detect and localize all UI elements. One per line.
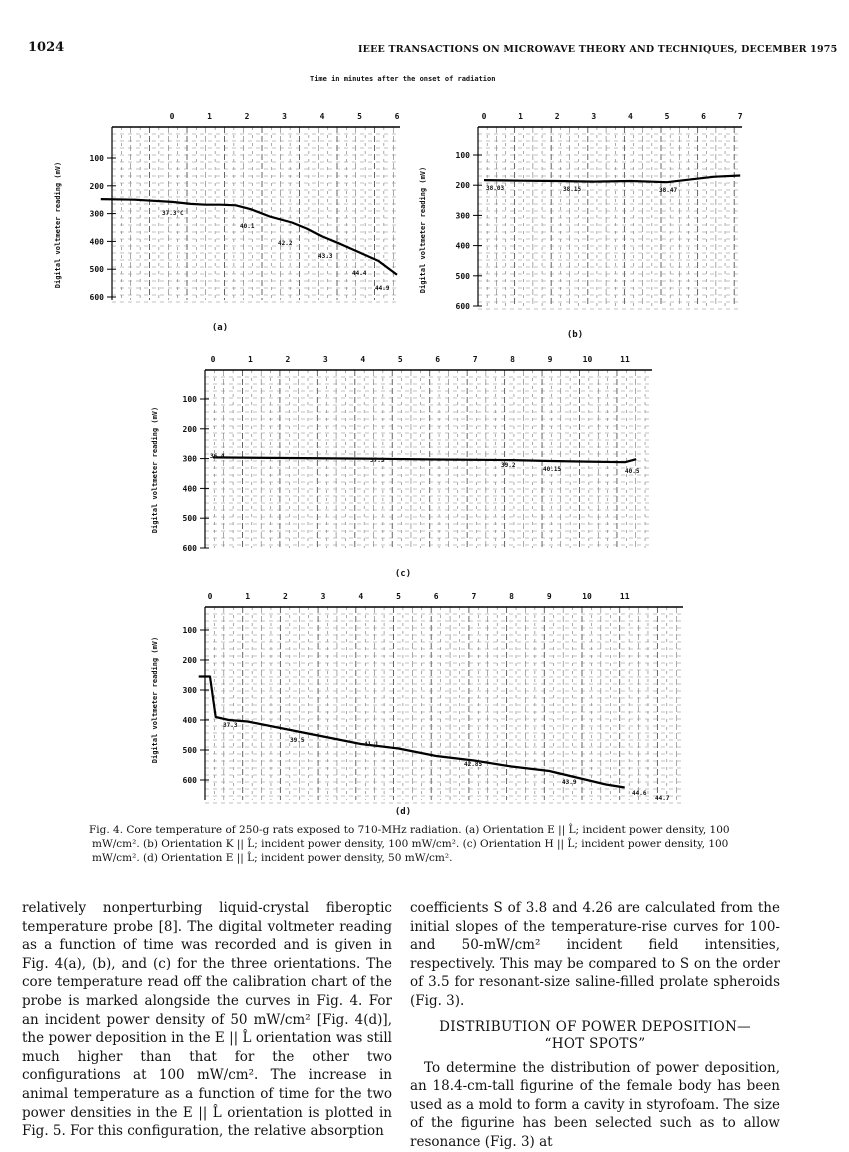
y-tick-label: 400 xyxy=(182,484,197,494)
x-tick-label: 2 xyxy=(554,112,560,121)
y-tick-label: 600 xyxy=(182,544,197,553)
x-tick-label: 6 xyxy=(394,112,400,121)
y-tick-label: 100 xyxy=(455,151,470,160)
temperature-annotation: 39.5 xyxy=(290,737,305,744)
panel-label: (c) xyxy=(394,569,412,579)
x-tick-label: 0 xyxy=(210,355,216,364)
y-tick-label: 200 xyxy=(455,181,470,191)
x-tick-label: 3 xyxy=(591,112,597,121)
temperature-annotation: 38.03 xyxy=(486,185,505,192)
y-tick-label: 200 xyxy=(182,656,197,665)
x-tick-label: 1 xyxy=(207,112,212,121)
chart-panel-2 xyxy=(419,112,743,340)
y-tick-label: 500 xyxy=(455,271,470,281)
chart-grid xyxy=(478,127,742,309)
y-tick-label: 600 xyxy=(455,302,470,311)
y-tick-label: 100 xyxy=(182,626,197,635)
y-tick-label: 400 xyxy=(182,716,197,725)
data-series-line xyxy=(199,677,625,788)
chart-panel-3 xyxy=(151,355,652,579)
running-head: IEEE TRANSACTIONS ON MICROWAVE THEORY AND TECHNIQUES, DECEMBER 1975 xyxy=(358,44,838,55)
y-tick-label: 100 xyxy=(182,395,197,404)
temperature-annotation: 37.3°C xyxy=(162,210,184,217)
x-tick-label: 11 xyxy=(620,355,630,364)
y-tick-label: 600 xyxy=(182,776,197,785)
data-series-line xyxy=(213,457,636,462)
x-tick-label: 0 xyxy=(169,112,175,121)
temperature-annotation: 42.2 xyxy=(278,240,293,247)
temperature-annotation: 37.3 xyxy=(370,457,385,464)
panel-label: (b) xyxy=(566,330,584,340)
section-heading-line-1: DISTRIBUTION OF POWER DEPOSITION— xyxy=(439,1018,751,1035)
y-tick-label: 500 xyxy=(182,746,197,755)
temperature-annotation: 44.4 xyxy=(352,270,367,277)
right-column xyxy=(410,899,780,1152)
temperature-annotation: 40.15 xyxy=(543,466,562,473)
y-tick-label: 300 xyxy=(455,211,470,221)
x-tick-label: 3 xyxy=(320,592,326,601)
x-tick-label: 4 xyxy=(319,112,325,121)
x-tick-label: 8 xyxy=(509,592,515,601)
x-tick-label: 1 xyxy=(518,112,524,121)
x-tick-label: 4 xyxy=(358,592,364,601)
figure-caption: Fig. 4. Core temperature of 250-g rats exposed to 710-MHz radiation. (a) Orientation E || L̂; incident power density, 100 mW/cm². (b) Orientation K || L̂; incident power density, 100 mW/cm². (c) Orientation H || L̂; incident power density, 100 mW/cm². (d) Orientation E || L̂; incident power density, 50 mW/cm². xyxy=(89,824,730,864)
temperature-annotation: 36.4 xyxy=(210,453,225,460)
x-tick-label: 11 xyxy=(619,592,630,601)
x-tick-label: 5 xyxy=(396,592,401,601)
y-tick-label: 300 xyxy=(89,209,104,219)
temperature-annotation: 42.85 xyxy=(464,761,483,768)
y-tick-label: 400 xyxy=(89,237,104,247)
y-tick-label: 300 xyxy=(182,686,197,695)
x-tick-label: 7 xyxy=(737,112,743,121)
right-column-paragraph-1: coefficients S of 3.8 and 4.26 are calculated from the initial slopes of the temperature-rise curves for 100- and 50-mW/cm² incident field intensities, respectively. This may be compared to S on the order of 3.5 for resonant-size saline-filled prolate spheroids (Fig. 3). xyxy=(410,900,780,1009)
x-tick-label: 2 xyxy=(282,592,288,601)
y-axis-label: Digital voltmeter reading (mV) xyxy=(151,636,159,764)
x-tick-label: 5 xyxy=(397,355,403,364)
x-tick-label: 2 xyxy=(244,112,250,121)
panel-label: (a) xyxy=(211,323,229,333)
y-tick-label: 400 xyxy=(455,241,470,251)
x-tick-label: 10 xyxy=(582,592,592,601)
temperature-annotation: 38.15 xyxy=(563,186,582,193)
x-tick-label: 4 xyxy=(627,112,633,121)
y-tick-label: 600 xyxy=(89,293,104,302)
y-tick-label: 200 xyxy=(89,181,104,191)
x-tick-label: 2 xyxy=(285,355,291,364)
y-tick-label: 200 xyxy=(182,424,197,434)
y-tick-label: 100 xyxy=(89,154,104,163)
chart-grid xyxy=(205,607,683,803)
page-number: 1024 xyxy=(28,40,65,55)
chart-panel-1 xyxy=(54,112,400,333)
temperature-annotation: 44.9 xyxy=(375,285,390,292)
x-tick-label: 8 xyxy=(510,355,516,364)
y-axis-label: Digital voltmeter reading (mV) xyxy=(419,166,427,294)
temperature-annotation: 39.2 xyxy=(501,462,516,469)
y-axis-label: Digital voltmeter reading (mV) xyxy=(54,161,62,289)
temperature-annotation: 44.7 xyxy=(655,795,670,802)
x-tick-label: 7 xyxy=(472,355,478,364)
section-heading-line-2: “HOT SPOTS” xyxy=(544,1035,646,1052)
y-tick-label: 300 xyxy=(182,454,197,464)
x-tick-label: 0 xyxy=(207,592,213,601)
chart-panel-4 xyxy=(151,592,683,817)
temperature-annotation: 40.5 xyxy=(625,468,640,475)
left-column-text: relatively nonperturbing liquid-crystal fiberoptic temperature probe [8]. The digital voltmeter reading as a function of time was recorded and is given in Fig. 4(a), (b), and (c) for the three orientations. The core temperature read off the calibration chart of the probe is marked alongside the curves in Fig. 4. For an incident power density of 50 mW/cm² [Fig. 4(d)], the power deposition in the E || L̂ orientation was still much higher than that for the other two configurations at 100 mW/cm². The increase in animal temperature as a function of time for the two power densities in the E || L̂ orientation is plotted in Fig. 5. For this configuration, the relative absorption xyxy=(22,900,392,1140)
right-column-paragraph-2: To determine the distribution of power deposition, an 18.4-cm-tall figurine of the female body has been used as a mold to form a cavity in styrofoam. The size of the figurine has been selected such as to allow resonance (Fig. 3) at xyxy=(410,1059,780,1150)
y-tick-label: 500 xyxy=(182,514,197,524)
x-tick-label: 10 xyxy=(582,355,593,364)
x-tick-label: 7 xyxy=(471,592,477,601)
data-series-line xyxy=(101,199,397,275)
x-tick-label: 9 xyxy=(546,592,552,601)
x-tick-label: 6 xyxy=(701,112,707,121)
x-tick-label: 3 xyxy=(282,112,287,121)
temperature-annotation: 43.9 xyxy=(562,779,577,786)
x-tick-label: 9 xyxy=(547,355,553,364)
x-tick-label: 5 xyxy=(357,112,362,121)
data-series-line xyxy=(484,176,740,183)
y-tick-label: 500 xyxy=(89,265,104,275)
temperature-annotation: 41.1 xyxy=(364,741,379,748)
figure-top-title: Time in minutes after the onset of radiation xyxy=(310,75,496,83)
temperature-annotation: 38.47 xyxy=(659,187,678,194)
temperature-annotation: 37.3 xyxy=(223,722,238,729)
x-tick-label: 0 xyxy=(481,112,487,121)
x-tick-label: 5 xyxy=(664,112,670,121)
temperature-annotation: 44.6 xyxy=(632,790,647,797)
panel-label: (d) xyxy=(394,807,412,817)
y-axis-label: Digital voltmeter reading (mV) xyxy=(151,406,159,534)
x-tick-label: 6 xyxy=(435,355,441,364)
x-tick-label: 3 xyxy=(322,355,328,364)
section-heading xyxy=(410,1019,780,1053)
temperature-annotation: 43.3 xyxy=(318,253,333,260)
x-tick-label: 6 xyxy=(433,592,439,601)
temperature-annotation: 40.1 xyxy=(240,223,255,230)
x-tick-label: 1 xyxy=(245,592,251,601)
x-tick-label: 1 xyxy=(248,355,253,364)
x-tick-label: 4 xyxy=(360,355,366,364)
